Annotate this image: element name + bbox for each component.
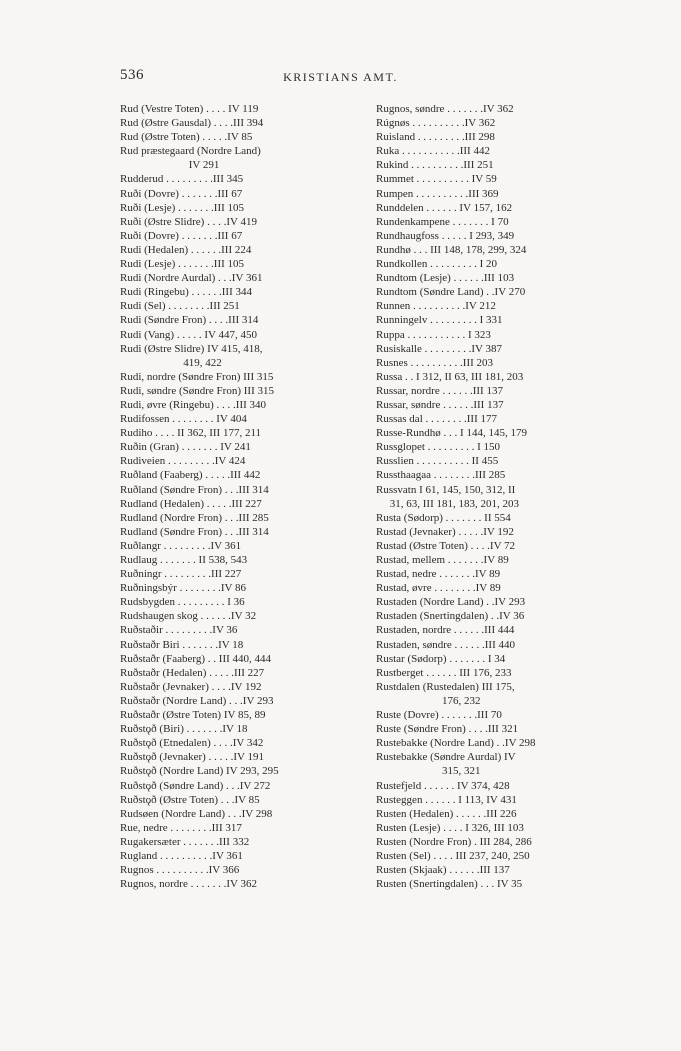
- index-entry: Rue, nedre . . . . . . . .III 317: [120, 821, 242, 834]
- index-entry: Rugnos . . . . . . . . . .IV 366: [120, 864, 240, 877]
- index-entry: Rudlaug . . . . . . . II 538, 543: [120, 554, 248, 566]
- index-entry: Rudifossen . . . . . . . . IV 404: [120, 413, 247, 426]
- index-entry: Ruisland . . . . . . . . .III 298: [376, 131, 495, 144]
- index-entry: Runningelv . . . . . . . . . I 331: [376, 314, 503, 327]
- index-entry: 31, 63, III 181, 183, 201, 203: [376, 497, 519, 510]
- index-entry: Runnen . . . . . . . . . .IV 212: [376, 300, 496, 313]
- index-entry: Russe-Rundhø . . . I 144, 145, 179: [376, 427, 527, 440]
- index-entry: Ruðland (Faaberg) . . . . .III 442: [120, 469, 261, 482]
- index-entry: Rusten (Lesje) . . . . I 326, III 103: [376, 821, 524, 834]
- index-entry: 315, 321: [376, 765, 481, 778]
- index-entry: Rusten (Sel) . . . . III 237, 240, 250: [376, 849, 530, 862]
- index-entry: Rud (Østre Toten) . . . . .IV 85: [120, 131, 253, 144]
- index-entry: Rudi (Ringebu) . . . . . .III 344: [120, 286, 252, 299]
- index-entry: Rudi (Vang) . . . . . IV 447, 450: [120, 328, 257, 341]
- index-entry: Rudi (Søndre Fron) . . . .III 314: [120, 314, 259, 327]
- index-entry: Ruðstǫð (Etnedalen) . . . .IV 342: [120, 737, 264, 750]
- index-entry: Rudsøen (Nordre Land) . . .IV 298: [120, 807, 273, 820]
- index-entry: Ruðstǫð (Jevnaker) . . . . .IV 191: [120, 751, 264, 764]
- index-entry: Rudshaugen skog . . . . . .IV 32: [120, 610, 257, 623]
- index-entry: Rustdalen (Rustedalen) III 175,: [376, 680, 515, 693]
- index-entry: Rundenkampene . . . . . . . I 70: [376, 215, 509, 228]
- index-entry: Ruðstaðr (Jevnaker) . . . .IV 192: [120, 680, 262, 693]
- index-entry: Rustaden, nordre . . . . . .III 444: [376, 624, 515, 637]
- index-entry: Ruði (Lesje) . . . . . . .III 105: [120, 201, 245, 214]
- index-entry: Rusiskalle . . . . . . . . .IV 387: [376, 342, 502, 355]
- index-entry: Rud (Vestre Toten) . . . . IV 119: [120, 103, 259, 115]
- index-entry: Rudiho . . . . II 362, III 177, 211: [120, 427, 262, 440]
- index-entry: Rudi (Hedalen) . . . . . .III 224: [120, 243, 252, 256]
- index-entry: Rudi (Lesje) . . . . . . .III 105: [120, 258, 245, 271]
- index-entry: Ruðstaðr (Hedalen) . . . . .III 227: [120, 666, 265, 679]
- index-entry: Rusnes . . . . . . . . . .III 203: [376, 356, 494, 369]
- index-entry: Rundhaugfoss . . . . . I 293, 349: [376, 229, 515, 242]
- page-number: 536: [120, 67, 144, 83]
- index-entry: Rustaden, søndre . . . . . .III 440: [376, 638, 516, 651]
- index-entry: Rud præstegaard (Nordre Land): [120, 145, 261, 158]
- index-entry: Rugakersæter . . . . . . .III 332: [120, 835, 250, 848]
- index-entry: Rugnos, søndre . . . . . . .IV 362: [376, 103, 514, 115]
- page-title: KRISTIANS AMT.: [283, 70, 398, 84]
- index-entry: Ruðlangr . . . . . . . . .IV 361: [120, 539, 242, 552]
- index-entry: Rustefjeld . . . . . . IV 374, 428: [376, 779, 510, 792]
- index-entry: Rugland . . . . . . . . . .IV 361: [120, 849, 243, 862]
- index-entry: Rud (Østre Gausdal) . . . .III 394: [120, 117, 264, 130]
- index-column-right: [376, 102, 612, 891]
- index-entry: Ruppa . . . . . . . . . . . I 323: [376, 328, 491, 341]
- index-entry: Rudland (Søndre Fron) . . .III 314: [120, 525, 269, 538]
- index-entry: Rudsbygden . . . . . . . . . I 36: [120, 596, 245, 609]
- index-entry: 419, 422: [120, 356, 222, 369]
- index-entry: Rustaden (Nordre Land) . .IV 293: [376, 596, 526, 609]
- index-entry: Ruðstaðr (Østre Toten) IV 85, 89: [120, 709, 266, 722]
- index-entry: Rustad, mellem . . . . . . .IV 89: [376, 554, 509, 566]
- index-entry: Russglopet . . . . . . . . . I 150: [376, 441, 501, 454]
- index-entry: Ruðstaðr (Nordre Land) . . .IV 293: [120, 694, 274, 707]
- index-entry: Russar, søndre . . . . . .III 137: [376, 398, 504, 411]
- index-entry: Rusta (Sødorp) . . . . . . . II 554: [376, 511, 511, 524]
- index-entry: Ruðstǫð (Biri) . . . . . . .IV 18: [120, 723, 248, 736]
- index-entry: Rudderud . . . . . . . . .III 345: [120, 173, 244, 186]
- index-entry: Ruði (Østre Slidre) . . . .IV 419: [120, 215, 257, 228]
- index-entry: Ruðin (Gran) . . . . . . . IV 241: [120, 441, 251, 454]
- index-entry: Runddelen . . . . . . IV 157, 162: [376, 201, 513, 214]
- index-entry: Rudi (Nordre Aurdal) . . .IV 361: [120, 272, 263, 285]
- index-entry: Rundtom (Søndre Land) . .IV 270: [376, 286, 526, 299]
- index-entry: Rustberget . . . . . . III 176, 233: [376, 666, 512, 679]
- index-entry: Russa . . I 312, II 63, III 181, 203: [376, 370, 524, 383]
- index-entry: Rustad (Jevnaker) . . . . .IV 192: [376, 525, 514, 538]
- index-entry: Rudi, øvre (Ringebu) . . . .III 340: [120, 398, 267, 411]
- index-entry: Rugnos, nordre . . . . . . .IV 362: [120, 878, 257, 891]
- index-entry: Russthaagaa . . . . . . . .III 285: [376, 469, 506, 482]
- index-entry: Russar, nordre . . . . . .III 137: [376, 384, 503, 397]
- index-entry: Rúgnøs . . . . . . . . . .IV 362: [376, 117, 496, 130]
- index-entry: Rundkollen . . . . . . . . . I 20: [376, 258, 497, 271]
- index-entry: Ruste (Søndre Fron) . . . .III 321: [376, 723, 519, 736]
- index-entry: Ruste (Dovre) . . . . . . .III 70: [376, 709, 502, 722]
- index-column-left: [120, 102, 356, 891]
- index-entry: Ruði (Dovre) . . . . . . .III 67: [120, 229, 243, 242]
- index-entry: Russvatn I 61, 145, 150, 312, II: [376, 483, 516, 496]
- index-entry: Rustad (Østre Toten) . . . .IV 72: [376, 539, 516, 552]
- index-entry: Rudland (Nordre Fron) . . .III 285: [120, 511, 269, 524]
- index-entry: Rudi, nordre (Søndre Fron) III 315: [120, 370, 274, 383]
- index-entry: Rukind . . . . . . . . . .III 251: [376, 159, 494, 172]
- index-entry: Rundtom (Lesje) . . . . . .III 103: [376, 272, 515, 285]
- index-entry: Rudi (Sel) . . . . . . . .III 251: [120, 300, 240, 313]
- index-entry: Rudiveien . . . . . . . . .IV 424: [120, 455, 246, 468]
- index-entry: Rumpen . . . . . . . . . .III 369: [376, 187, 499, 200]
- index-entry: Ruðstǫð (Østre Toten) . . .IV 85: [120, 793, 260, 806]
- index-entry: Ruðstaðir . . . . . . . . .IV 36: [120, 624, 238, 637]
- index-entry: Rundhø . . . III 148, 178, 299, 324: [376, 243, 527, 256]
- index-entry: Russlien . . . . . . . . . . II 455: [376, 455, 499, 468]
- index-entry: Ruðstǫð (Nordre Land) IV 293, 295: [120, 765, 279, 778]
- index-entry: Ruðstaðr Biri . . . . . . .IV 18: [120, 638, 244, 651]
- index-entry: Rustaden (Snertingdalen) . .IV 36: [376, 610, 525, 623]
- index-entry: Ruðstaðr (Faaberg) . . III 440, 444: [120, 652, 272, 665]
- index-entry: Ruði (Dovre) . . . . . . .III 67: [120, 187, 243, 200]
- index-entry: Ruðland (Søndre Fron) . . .III 314: [120, 483, 269, 496]
- index-entry: Ruðningsbýr . . . . . . . .IV 86: [120, 582, 246, 595]
- index-entry: Ruðstǫð (Søndre Land) . . .IV 272: [120, 779, 271, 792]
- index-entry: Rudland (Hedalen) . . . . .III 227: [120, 497, 262, 510]
- index-entry: Rustad, nedre . . . . . . .IV 89: [376, 568, 501, 581]
- index-entry: Rustebakke (Søndre Aurdal) IV: [376, 751, 516, 764]
- index-entry: Rummet . . . . . . . . . . IV 59: [376, 173, 497, 186]
- index-entry: Ruðningr . . . . . . . . .III 227: [120, 568, 242, 581]
- index-entry: Russas dal . . . . . . . .III 177: [376, 413, 497, 426]
- index-entry: Rusten (Hedalen) . . . . . .III 226: [376, 807, 517, 820]
- index-entry: Rustad, øvre . . . . . . . .IV 89: [376, 582, 501, 595]
- index-entry: Rustar (Sødorp) . . . . . . . I 34: [376, 652, 506, 665]
- index-entry: Rusten (Skjaak) . . . . . .III 137: [376, 864, 510, 877]
- index-entry: Rustebakke (Nordre Land) . .IV 298: [376, 737, 536, 750]
- index-entry: Rusten (Nordre Fron) . III 284, 286: [376, 835, 532, 848]
- index-entry: Rudi, søndre (Søndre Fron) III 315: [120, 384, 274, 397]
- index-entry: Rusten (Snertingdalen) . . . IV 35: [376, 878, 523, 891]
- index-entry: IV 291: [120, 159, 220, 172]
- index-entry: Ruka . . . . . . . . . . .III 442: [376, 145, 490, 158]
- index-entry: 176, 232: [376, 694, 481, 707]
- index-entry: Rusteggen . . . . . . I 113, IV 431: [376, 793, 517, 806]
- index-entry: Rudi (Østre Slidre) IV 415, 418,: [120, 342, 263, 355]
